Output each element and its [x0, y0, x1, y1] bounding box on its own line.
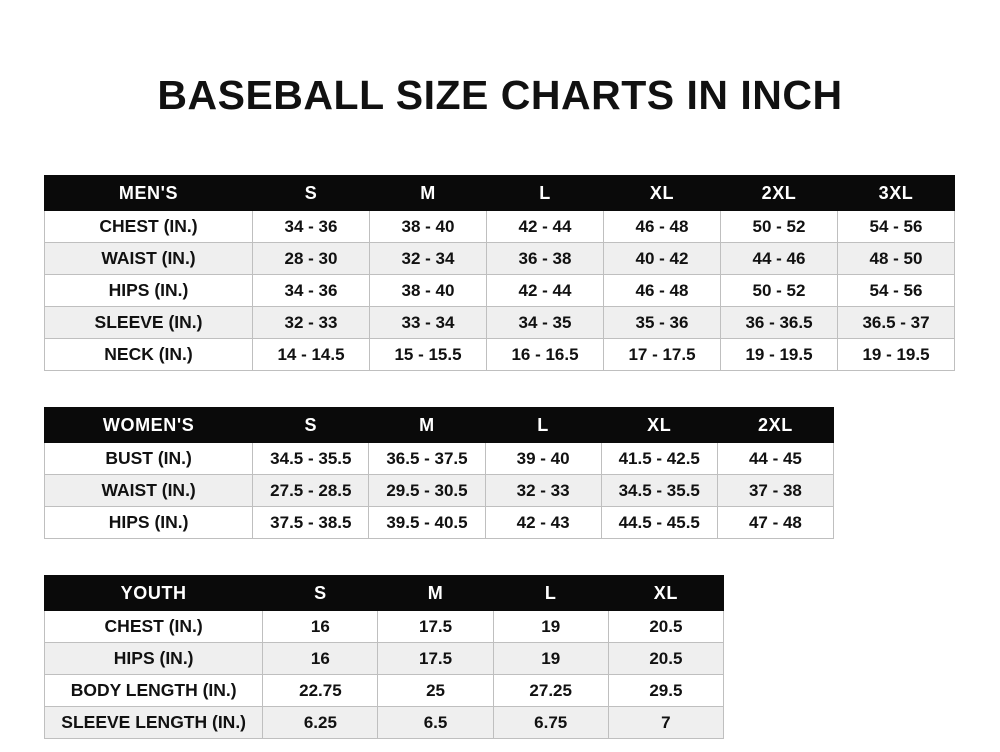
cell: 42 - 43 [485, 507, 601, 539]
cell: 19 - 19.5 [838, 339, 955, 371]
cell: 16 [263, 643, 378, 675]
mens-header-category: MEN'S [45, 176, 253, 211]
cell: 44 - 45 [717, 443, 833, 475]
youth-row-label-body-length: BODY LENGTH (IN.) [45, 675, 263, 707]
cell: 34.5 - 35.5 [601, 475, 717, 507]
cell: 32 - 33 [485, 475, 601, 507]
cell: 50 - 52 [721, 211, 838, 243]
cell: 27.5 - 28.5 [253, 475, 369, 507]
cell: 38 - 40 [370, 211, 487, 243]
cell: 44.5 - 45.5 [601, 507, 717, 539]
cell: 27.25 [493, 675, 608, 707]
mens-table-header [45, 176, 955, 211]
mens-header-3xl: 3XL [838, 176, 955, 211]
mens-header-2xl: 2XL [721, 176, 838, 211]
table-header-row [45, 176, 955, 211]
page-title: BASEBALL SIZE CHARTS IN INCH [157, 72, 843, 118]
cell: 48 - 50 [838, 243, 955, 275]
cell: 36.5 - 37 [838, 307, 955, 339]
table-row [45, 307, 955, 339]
cell: 34 - 36 [253, 275, 370, 307]
youth-row-label-chest: CHEST (IN.) [45, 611, 263, 643]
table-header-row [45, 408, 834, 443]
table-row [45, 707, 724, 739]
cell: 32 - 34 [370, 243, 487, 275]
cell: 7 [608, 707, 723, 739]
cell: 28 - 30 [253, 243, 370, 275]
cell: 29.5 [608, 675, 723, 707]
youth-header-xl: XL [608, 576, 723, 611]
womens-header-2xl: 2XL [717, 408, 833, 443]
mens-row-label-chest: CHEST (IN.) [45, 211, 253, 243]
table-row [45, 507, 834, 539]
cell: 42 - 44 [487, 275, 604, 307]
cell: 54 - 56 [838, 275, 955, 307]
youth-size-table [44, 575, 724, 739]
mens-row-label-sleeve: SLEEVE (IN.) [45, 307, 253, 339]
cell: 47 - 48 [717, 507, 833, 539]
cell: 6.75 [493, 707, 608, 739]
youth-header-s: S [263, 576, 378, 611]
cell: 17.5 [378, 643, 493, 675]
mens-header-xl: XL [604, 176, 721, 211]
table-row [45, 475, 834, 507]
mens-row-label-hips: HIPS (IN.) [45, 275, 253, 307]
womens-size-table [44, 407, 834, 539]
cell: 34 - 36 [253, 211, 370, 243]
cell: 37 - 38 [717, 475, 833, 507]
cell: 19 - 19.5 [721, 339, 838, 371]
womens-row-label-waist: WAIST (IN.) [45, 475, 253, 507]
womens-table-body [45, 443, 834, 539]
youth-header-l: L [493, 576, 608, 611]
mens-header-l: L [487, 176, 604, 211]
cell: 36.5 - 37.5 [369, 443, 485, 475]
youth-header-m: M [378, 576, 493, 611]
mens-header-m: M [370, 176, 487, 211]
cell: 22.75 [263, 675, 378, 707]
youth-header-category: YOUTH [45, 576, 263, 611]
cell: 44 - 46 [721, 243, 838, 275]
womens-header-xl: XL [601, 408, 717, 443]
cell: 19 [493, 643, 608, 675]
cell: 17.5 [378, 611, 493, 643]
cell: 33 - 34 [370, 307, 487, 339]
youth-row-label-sleeve-length: SLEEVE LENGTH (IN.) [45, 707, 263, 739]
cell: 39 - 40 [485, 443, 601, 475]
cell: 42 - 44 [487, 211, 604, 243]
cell: 6.25 [263, 707, 378, 739]
cell: 19 [493, 611, 608, 643]
cell: 29.5 - 30.5 [369, 475, 485, 507]
womens-header-l: L [485, 408, 601, 443]
youth-table-header [45, 576, 724, 611]
cell: 41.5 - 42.5 [601, 443, 717, 475]
table-row [45, 443, 834, 475]
tables-container [0, 175, 1000, 739]
mens-header-s: S [253, 176, 370, 211]
cell: 16 [263, 611, 378, 643]
cell: 36 - 36.5 [721, 307, 838, 339]
table-row [45, 243, 955, 275]
cell: 17 - 17.5 [604, 339, 721, 371]
table-header-row [45, 576, 724, 611]
cell: 46 - 48 [604, 275, 721, 307]
cell: 40 - 42 [604, 243, 721, 275]
womens-header-m: M [369, 408, 485, 443]
womens-row-label-bust: BUST (IN.) [45, 443, 253, 475]
cell: 46 - 48 [604, 211, 721, 243]
cell: 39.5 - 40.5 [369, 507, 485, 539]
mens-size-table [44, 175, 955, 371]
cell: 36 - 38 [487, 243, 604, 275]
mens-row-label-neck: NECK (IN.) [45, 339, 253, 371]
cell: 35 - 36 [604, 307, 721, 339]
cell: 6.5 [378, 707, 493, 739]
cell: 14 - 14.5 [253, 339, 370, 371]
table-row [45, 643, 724, 675]
mens-table-body [45, 211, 955, 371]
table-row [45, 675, 724, 707]
youth-table-body [45, 611, 724, 739]
mens-row-label-waist: WAIST (IN.) [45, 243, 253, 275]
cell: 37.5 - 38.5 [253, 507, 369, 539]
womens-table-header [45, 408, 834, 443]
cell: 20.5 [608, 643, 723, 675]
cell: 50 - 52 [721, 275, 838, 307]
womens-header-category: WOMEN'S [45, 408, 253, 443]
table-row [45, 611, 724, 643]
cell: 16 - 16.5 [487, 339, 604, 371]
table-row [45, 211, 955, 243]
youth-row-label-hips: HIPS (IN.) [45, 643, 263, 675]
cell: 38 - 40 [370, 275, 487, 307]
table-row [45, 275, 955, 307]
cell: 34.5 - 35.5 [253, 443, 369, 475]
cell: 32 - 33 [253, 307, 370, 339]
table-row [45, 339, 955, 371]
cell: 25 [378, 675, 493, 707]
cell: 34 - 35 [487, 307, 604, 339]
womens-header-s: S [253, 408, 369, 443]
cell: 15 - 15.5 [370, 339, 487, 371]
cell: 54 - 56 [838, 211, 955, 243]
womens-row-label-hips: HIPS (IN.) [45, 507, 253, 539]
cell: 20.5 [608, 611, 723, 643]
